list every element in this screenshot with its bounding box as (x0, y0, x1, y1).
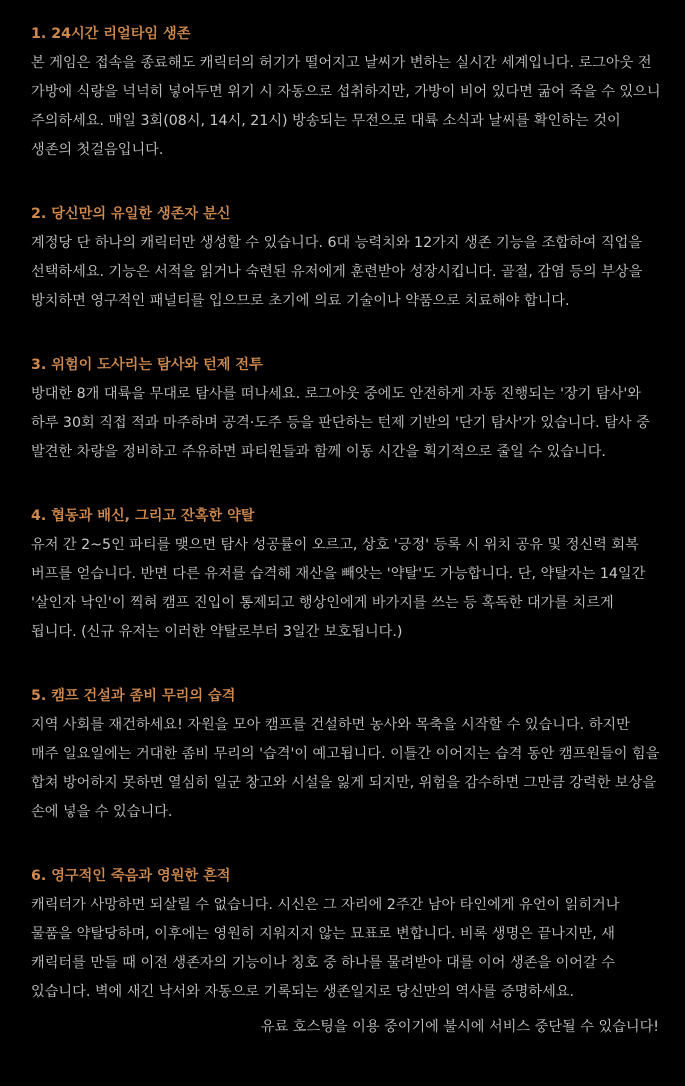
guide-section-death (31, 862, 661, 1007)
section-title: 5. 캠프 건설과 좀비 무리의 습격 (31, 688, 236, 704)
guide-section-character (31, 200, 661, 316)
section-body: 지역 사회를 재건하세요! 자원을 모아 캠프를 건설하면 농사와 목축을 시작할 수 있습니다. 하지만 매주 일요일에는 거대한 좀비 무리의 '습격'이 예고됩니다. 이틀간 이어지는 습격 동안 캠프원들이 힘을 합쳐 방어하지 못하면 열심히 일군 창고와 시설을 잃게 되지만, 위험을 감수하면 그만큼 강력한 보상을 손에 넣을 수 있습니다. (31, 717, 660, 820)
section-body: 캐릭터가 사망하면 되살릴 수 없습니다. 시신은 그 자리에 2주간 남아 타인에게 유언이 읽히거나 물품을 약탈당하며, 이후에는 영원히 지워지지 않는 묘표로 변합니다. 비록 생명은 끝나지만, 새 캐릭터를 만들 때 이전 생존자의 기능이나 칭호 중 하나를 물려받아 대를 이어 생존을 이어갈 수 있습니다. 벽에 새긴 낙서와 자동으로 기록되는 생존일지로 당신만의 역사를 증명하세요. (31, 897, 620, 1000)
game-guide-content (31, 20, 661, 1042)
section-body: 방대한 8개 대륙을 무대로 탐사를 떠나세요. 로그아웃 중에도 안전하게 자동 진행되는 '장기 탐사'와 하루 30회 직접 적과 마주하며 공격·도주 등을 판단하는 턴제 기반의 '단기 탐사'가 있습니다. 탐사 중 발견한 차량을 정비하고 주유하면 파티원들과 함께 이동 시간을 획기적으로 줄일 수 있습니다. (31, 386, 650, 460)
section-title: 4. 협동과 배신, 그리고 잔혹한 약탈 (31, 508, 255, 524)
section-body: 유저 간 2~5인 파티를 맺으면 탐사 성공률이 오르고, 상호 '긍정' 등록 시 위치 공유 및 정신력 회복 버프를 얻습니다. 반면 다른 유저를 습격해 재산을 빼앗는 '약탈'도 가능합니다. 단, 약탈자는 14일간 '살인자 낙인'이 찍혀 캠프 진입이 통제되고 행상인에게 바가지를 쓰는 등 혹독한 대가를 치르게 됩니다. (신규 유저는 이러한 약탈로부터 3일간 보호됩니다.) (31, 537, 646, 640)
section-title: 6. 영구적인 죽음과 영원한 흔적 (31, 868, 231, 884)
section-title: 2. 당신만의 유일한 생존자 분신 (31, 206, 231, 222)
section-title: 3. 위험이 도사리는 탐사와 턴제 전투 (31, 357, 263, 373)
guide-section-realtime (31, 20, 661, 165)
guide-section-camp (31, 682, 661, 827)
section-body: 본 게임은 접속을 종료해도 캐릭터의 허기가 떨어지고 날씨가 변하는 실시간 세계입니다. 로그아웃 전 가방에 식량을 넉넉히 넣어두면 위기 시 자동으로 섭취하지만, 가방이 비어 있다면 굶어 죽을 수 있으니 주의하세요. 매일 3회(08시, 14시, 21시) 방송되는 무전으로 대륙 소식과 날씨를 확인하는 것이 생존의 첫걸음입니다. (31, 55, 661, 158)
guide-section-cooperation (31, 502, 661, 647)
hosting-notice: 유료 호스팅을 이용 중이기에 불시에 서비스 중단될 수 있습니다! (260, 1019, 659, 1035)
guide-section-exploration (31, 351, 661, 467)
section-body: 계정당 단 하나의 캐릭터만 생성할 수 있습니다. 6대 능력치와 12가지 생존 기능을 조합하여 직업을 선택하세요. 기능은 서적을 읽거나 숙련된 유저에게 훈련받아 성장시킵니다. 골절, 감염 등의 부상을 방치하면 영구적인 패널티를 입으므로 초기에 의료 기술이나 약품으로 치료해야 합니다. (31, 235, 643, 309)
section-title: 1. 24시간 리얼타임 생존 (31, 26, 191, 42)
